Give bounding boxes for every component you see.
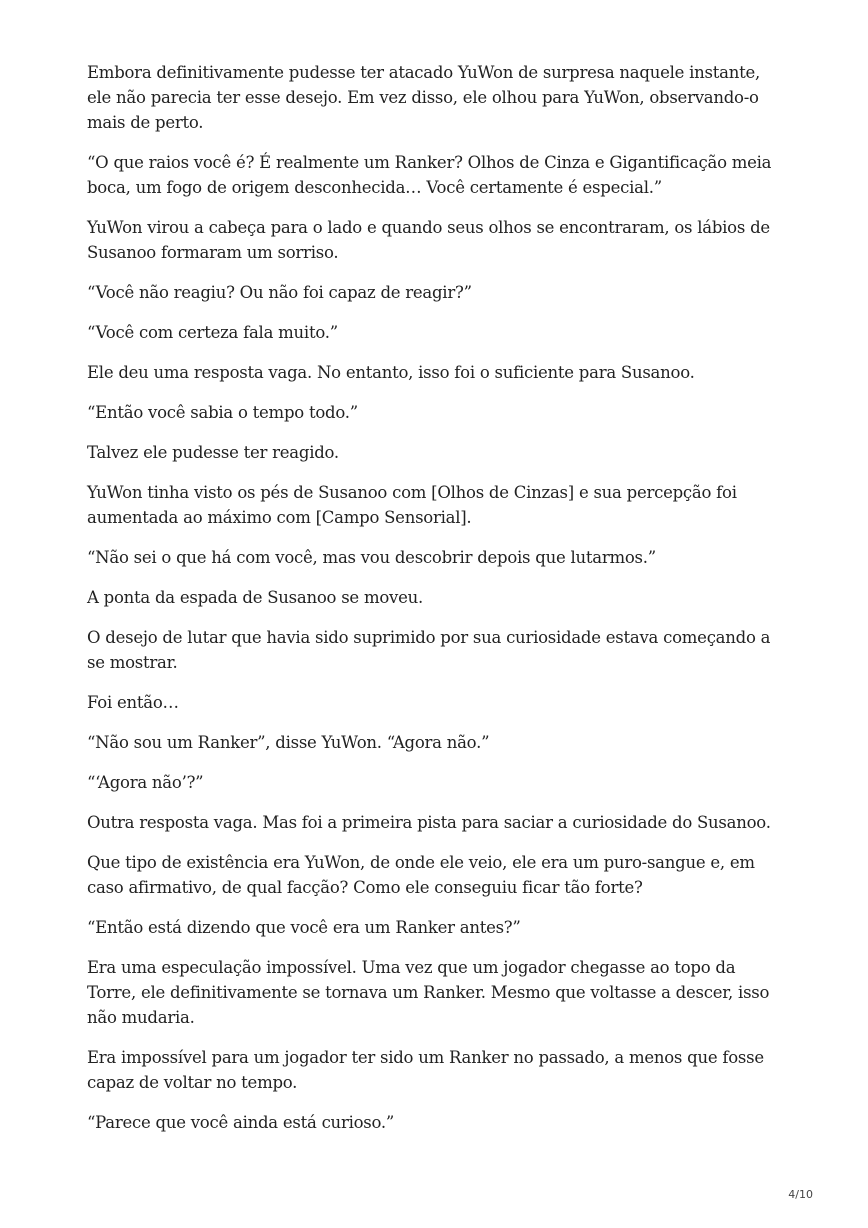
paragraph: Talvez ele pudesse ter reagido. [87, 443, 339, 462]
paragraph: Que tipo de existência era YuWon, de onde ele veio, ele era um puro-sangue e, em caso afirmativo, de qual facção? Como ele conseguiu ficar tão forte? [87, 853, 755, 897]
paragraph: “Então está dizendo que você era um Ranker antes?” [87, 918, 521, 937]
paragraph: Ele deu uma resposta vaga. No entanto, isso foi o suficiente para Susanoo. [87, 363, 695, 382]
paragraph: “Você não reagiu? Ou não foi capaz de reagir?” [87, 283, 472, 302]
paragraph: “Você com certeza fala muito.” [87, 323, 338, 342]
paragraph: O desejo de lutar que havia sido suprimido por sua curiosidade estava começando a se mostrar. [87, 628, 771, 672]
paragraph: “Parece que você ainda está curioso.” [87, 1113, 395, 1132]
paragraph: “‘Agora não’?” [87, 773, 204, 792]
paragraph: Era impossível para um jogador ter sido um Ranker no passado, a menos que fosse capaz de voltar no tempo. [87, 1048, 764, 1092]
paragraph: Foi então… [87, 693, 179, 712]
paragraph: YuWon tinha visto os pés de Susanoo com [Olhos de Cinzas] e sua percepção foi aumentada ao máximo com [Campo Sensorial]. [87, 483, 737, 527]
paragraph: Era uma especulação impossível. Uma vez que um jogador chegasse ao topo da Torre, ele definitivamente se tornava um Ranker. Mesmo que voltasse a descer, isso não mudaria. [87, 958, 770, 1027]
paragraph: “Não sei o que há com você, mas vou descobrir depois que lutarmos.” [87, 548, 656, 567]
paragraph: “O que raios você é? É realmente um Ranker? Olhos de Cinza e Gigantificação meia boca, um fogo de origem desconhecida… Você certamente é especial.” [87, 153, 772, 197]
page-number: 4/10 [788, 1188, 813, 1201]
paragraph: Outra resposta vaga. Mas foi a primeira pista para saciar a curiosidade do Susanoo. [87, 813, 771, 832]
paragraph: “Não sou um Ranker”, disse YuWon. “Agora não.” [87, 733, 490, 752]
paragraph: A ponta da espada de Susanoo se moveu. [87, 588, 423, 607]
paragraph: YuWon virou a cabeça para o lado e quando seus olhos se encontraram, os lábios de Susanoo formaram um sorriso. [87, 218, 770, 262]
document-body [87, 60, 787, 1150]
paragraph: “Então você sabia o tempo todo.” [87, 403, 358, 422]
paragraph: Embora definitivamente pudesse ter atacado YuWon de surpresa naquele instante, ele não parecia ter esse desejo. Em vez disso, ele olhou para YuWon, observando-o mais de perto. [87, 63, 760, 132]
